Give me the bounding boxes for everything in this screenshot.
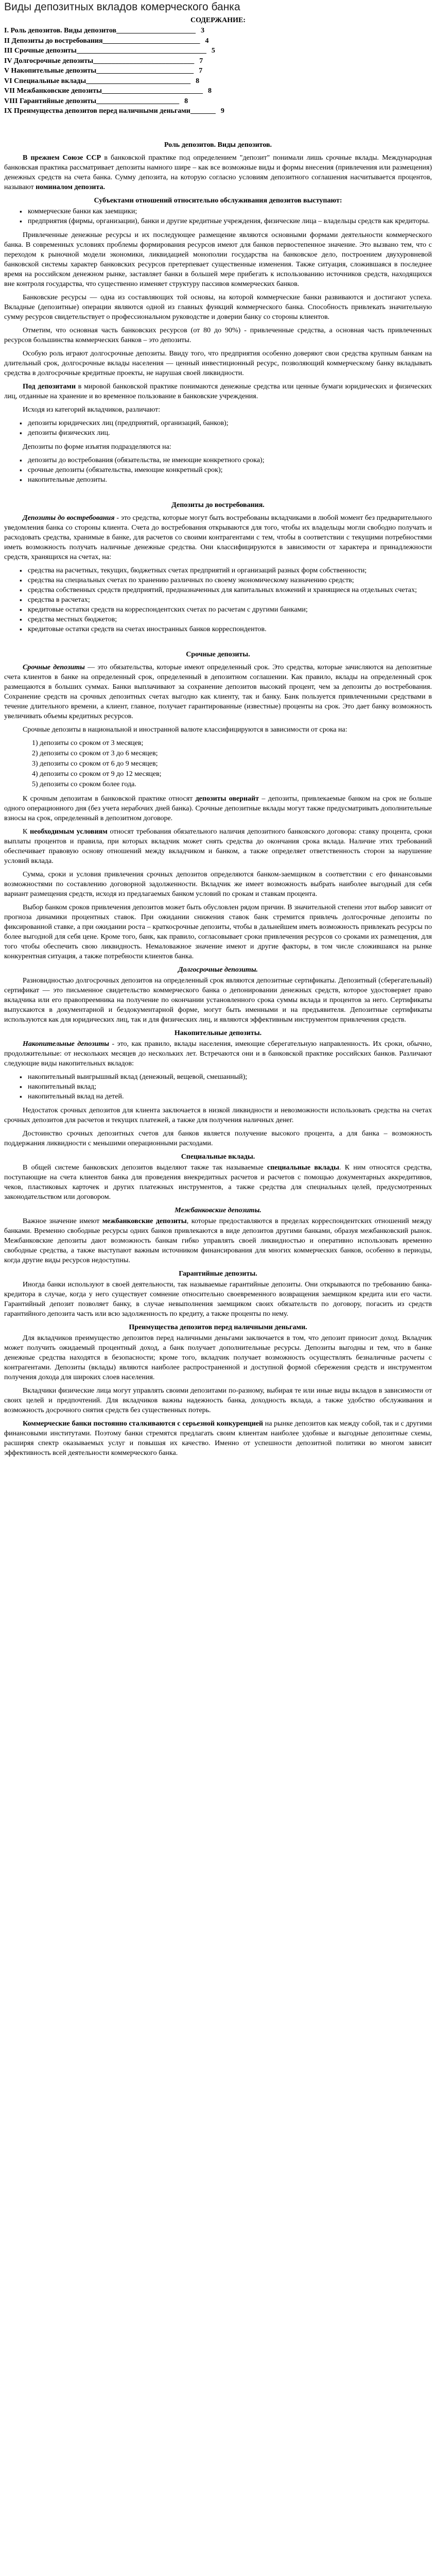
toc-item[interactable]: IX Преимущества депозитов перед наличными деньгами_______ 9 bbox=[4, 107, 224, 115]
toc-item[interactable]: VIII Гарантийные депозиты_______________________ 8 bbox=[4, 97, 188, 105]
paragraph: Сумма, сроки и условия привлечения срочных депозитов определяются банком-заемщиком в соответствии с его финансовыми возможностями по составлению договорной задолженности. Вкладчик же имеет возможность выбрать наиболее выгодный для себя вариант размещения средств, исходя из предлагаемых банком условий по срокам и ставкам процента. bbox=[4, 870, 432, 898]
paragraph: В общей системе банковских депозитов выделяют также так называемые специальные вклады. К ним относятся средства, поступающие на счета клиентов банка для проведения внекредитных расчетов и расчетов с помощью документарных аккредитивов, чеков, пластиковых карточек и других платежных инструментов, а также средства для специальных целей, предусмотренных законодательством или договором. bbox=[4, 1163, 432, 1201]
bullet-list bbox=[4, 455, 432, 485]
paragraph: Срочные депозиты — это обязательства, которые имеют определенный срок. Это средства, которые зачисляются на депозитные счета клиентов в банке на определенный срок, определенный в депозитном соглашении. Как правило, вклады на определенный срок размещаются в больших суммах. Банки выплачивают за сохранение депозитов высокий процент, чем за депозиты до востребования. Сохранение средств на срочных депозитных счетах выгодно как клиенту, так и банку. Банк пользуется привлеченными средствами в течение длительного времени, а клиент, главное, получает гарантированные (известные) проценты на срок. Это дает банку возможность увеличивать объемы кредитных ресурсов. bbox=[4, 663, 432, 720]
section-other-deposits bbox=[4, 1152, 432, 1458]
toc-heading: СОДЕРЖАНИЕ: bbox=[190, 16, 246, 25]
list-item: ▪ кредитовые остатки средств на счетах иностранных банков корреспондентов. bbox=[20, 624, 432, 634]
toc-item[interactable]: V Накопительные депозиты___________________________ 7 bbox=[4, 67, 203, 75]
list-item: 1) депозиты со сроком от 3 месяцев; bbox=[32, 739, 144, 747]
bullet-list bbox=[4, 207, 432, 226]
list-item: 5) депозиты со сроком более года. bbox=[32, 780, 136, 788]
bullet-list bbox=[4, 1072, 432, 1101]
list-item: ▪ депозиты юридических лиц (предприятий, организаций, банков); bbox=[20, 418, 432, 428]
paragraph: Вкладчики физические лица могут управлять своими депозитами по-разному, выбирая те или иные виды вкладов в зависимости от своих целей и предпочтений. Для вкладчиков важны надежность банка, доходность вклада, а также удобство обслуживания и возможность досрочного снятия средств без существенных потерь. bbox=[4, 1386, 432, 1414]
list-item: ▪ средства в расчетах; bbox=[20, 595, 432, 605]
section-role-of-deposits bbox=[4, 140, 432, 485]
list-item: ▪ коммерческие банки как заемщики; bbox=[20, 207, 432, 216]
paragraph: Достоинство срочных депозитных счетов для банков является получение высокого процента, а для банка – возможность поддержания ликвидности с меньшими операционными расходами. bbox=[4, 1129, 432, 1147]
list-item: ▪ депозиты до востребования (обязательства, не имеющие конкретного срока); bbox=[20, 455, 432, 465]
section-heading: Депозиты до востребования. bbox=[171, 501, 265, 509]
list-item: ▪ средства местных бюджетов; bbox=[20, 615, 432, 624]
list-item: ▪ накопительные депозиты. bbox=[20, 475, 432, 485]
section-demand-deposits bbox=[4, 500, 432, 634]
subheading: Межбанковские депозиты. bbox=[175, 1206, 261, 1214]
paragraph: Исходя из категорий вкладчиков, различают: bbox=[23, 405, 161, 414]
section-heading: Роль депозитов. Виды депозитов. bbox=[164, 141, 272, 149]
list-item: ▪ средства на расчетных, текущих, бюджетных счетах предприятий и организаций разных форм собственности; bbox=[20, 566, 432, 575]
bullet-list bbox=[4, 566, 432, 634]
paragraph: Банковские ресурсы — одна из составляющих той основы, на которой коммерческие банки развиваются и достигают успеха. Вкладные (депозитные) операции являются одной из главных функций коммерческого банка. Способность привлекать значительную сумму ресурсов свидетельствует о профессиональном руководстве и доверии банку со стороны клиентов. bbox=[4, 293, 432, 321]
list-item: ▪ накопительный выигрышный вклад (денежный, вещевой, смешанный); bbox=[20, 1072, 432, 1082]
list-item: ▪ предприятия (фирмы, организации), банки и другие кредитные учреждения, физические лица – владельцы средств как кредиторы. bbox=[20, 216, 432, 226]
list-item: ▪ средства на специальных счетах по хранению различных по своему экономическому назначению средств; bbox=[20, 575, 432, 585]
list-item: ▪ накопительный вклад на детей. bbox=[20, 1092, 432, 1101]
list-item: ▪ срочные депозиты (обязательства, имеющие конкретный срок); bbox=[20, 465, 432, 475]
paragraph: Депозиты по форме изъятия подразделяются на: bbox=[23, 443, 171, 451]
list-item: 3) депозиты со сроком от 6 до 9 месяцев; bbox=[32, 759, 158, 768]
paragraph: Под депозитами в мировой банковской практике понимаются денежные средства или ценные бумаги юридических и физических лиц, отданные на хранение и во временное пользование в банковские учреждения. bbox=[4, 382, 432, 400]
toc-item[interactable]: IV Долгосрочные депозиты____________________________ 7 bbox=[4, 57, 203, 65]
paragraph: Разновидностью долгосрочных депозитов на определенный срок являются депозитные сертификаты. Депозитный (сберегательный) сертификат — это письменное свидетельство коммерческого банка о депонировании денежных средств, которое удостоверяет право вкладчика или его правопреемника на получение по окончании установленного срока суммы вклада и процентов за него. Сертификаты выпускаются в документарной и бездокументарной форме, могут быть именными и на предъявителя. Депозитные сертификаты используются как для юридических лиц, так и для физических лиц, и являются эффективным инструментом привлечения средств. bbox=[4, 976, 432, 1024]
numbered-list bbox=[4, 738, 432, 790]
paragraph: Накопительные депозиты - это, как правило, вклады населения, имеющие сберегательную направленность. Их сроки, обычно, продолжительные: от нескольких месяцев до нескольких лет. Встречаются они и в банковской практике российских банков. Различают следующие виды накопительных вкладов: bbox=[4, 1040, 432, 1067]
page-title: Виды депозитных вкладов комерческого банка bbox=[4, 1, 240, 13]
toc-item[interactable]: VI Специальные вклады_____________________________ 8 bbox=[4, 77, 200, 85]
paragraph: В прежнем Союзе ССР в банковской практике под определением "депозит" понимали лишь срочные вклады. Международная банковская практика рассматривает депозиты намного шире – как все возможные виды и формы внесения (привлечения или размещения) денежных средств на счета банка. Сумму депозита, на которую согласно условиям депозитного соглашения насчитывается процентов, называют номиналом депозита. bbox=[4, 154, 432, 191]
paragraph: Важное значение имеют межбанковские депозиты, которые предоставляются в пределах корреспондентских отношений между банками. Временно свободные ресурсы одних банков привлекаются в виде депозитов другими банками, образуя межбанковский рынок. Межбанковские депозиты дают возможность банкам гибко управлять своей ликвидностью и оперативно использовать временно свободные средства, а также выступают важным источником финансирования для многих коммерческих банков, особенно в периоды, когда другие виды ресурсов недоступны. bbox=[4, 1217, 432, 1264]
subheading: Субъектами отношений относительно обслуживания депозитов выступают: bbox=[94, 196, 342, 205]
paragraph: Особую роль играют долгосрочные депозиты. Ввиду того, что предприятия особенно доверяют свои средства крупным банкам на длительный срок, долгосрочные вклады населения — ценный инвестиционный ресурс, позволяющий коммерческому банку вкладывать средства в долгосрочные кредитные проекты, не нарушая своей ликвидности. bbox=[4, 349, 432, 377]
paragraph: Привлеченные денежные ресурсы и их последующее размещение являются основными формами деятельности коммерческого банка. В современных условиях проблемы формирования ресурсов имеют для банков первостепенное значение. Это вызвано тем, что с переходом к рыночной модели экономики, ликвидацией монополии государства на банковское дело, построением двухуровневой банковской системы характер банковских ресурсов претерпевает существенные изменения. Также ситуация, сложившаяся в последнее время на российском денежном рынке, заставляет банки в большей мере прибегать к использованию источников средств, находящихся вне контроля государства, что существенно изменяет структуру пассивов коммерческих банков. bbox=[4, 231, 432, 288]
toc-item[interactable]: VII Межбанковские депозиты____________________________ 8 bbox=[4, 87, 212, 95]
subheading: Преимущества депозитов перед наличными деньгами. bbox=[129, 1323, 307, 1331]
subheading: Долгосрочные депозиты. bbox=[178, 965, 258, 974]
paragraph: Выбор банком сроков привлечения депозитов может быть обусловлен рядом причин. В значительной степени этот выбор зависит от прогноза динамики процентных ставок. При ожидании снижения ставок банк стремится привлечь долгосрочные депозиты по фиксированной ставке, а при ожидании роста – краткосрочные депозиты, чтобы в дальнейшем иметь возможность привлекать ресурсы по более выгодной для себя цене. Кроме того, банк, как правило, согласовывает сроки привлечения ресурсов со сроками их размещения, для того чтобы обеспечить свою ликвидность. Немаловажное значение имеют и другие факторы, в том числе сложившаяся на рынке конкурентная ситуация, а также потребности клиентов банка. bbox=[4, 903, 432, 960]
subheading: Гарантийные депозиты. bbox=[179, 1269, 257, 1278]
paragraph: Срочные депозиты в национальной и иностранной валюте классифицируются в зависимости от срока на: bbox=[23, 725, 347, 734]
toc-item[interactable]: II Депозиты до востребования___________________________ 4 bbox=[4, 37, 209, 45]
paragraph: Недостаток срочных депозитов для клиента заключается в низкой ликвидности и невозможности использовать средства на счетах срочных депозитов для расчетов и текущих платежей, а также для получения наличных денег. bbox=[4, 1106, 432, 1124]
table-of-contents bbox=[4, 26, 432, 116]
paragraph: Для вкладчиков преимущество депозитов перед наличными деньгами заключается в том, что депозит приносит доход. Вкладчик может получить ожидаемый процентный доход, а банк получает дополнительные ресурсы. Депозиты выгодны и тем, что в банке денежные средства находятся в безопасности; кроме того, вкладчик получает возможность осуществлять безналичные расчеты с контрагентами. Депозиты (вклады) являются наиболее распространенной и доступной формой сбережения средств и инструментом получения дохода для широких слоев населения. bbox=[4, 1334, 432, 1381]
list-item: ▪ средства собственных средств предприятий, предназначенных для капитальных вложений и хранящиеся на отдельных счетах; bbox=[20, 585, 432, 595]
paragraph: Коммерческие банки постоянно сталкиваются с серьезной конкуренцией на рынке депозитов как между собой, так и с другими финансовыми институтами. Поэтому банки стремятся предлагать своим клиентам наиболее удобные и выгодные депозитные схемы, расширяя спектр оказываемых услуг и повышая их качество. Именно от успешности депозитной политики во многом зависит эффективность всей деятельности коммерческого банка. bbox=[4, 1419, 432, 1457]
section-heading: Срочные депозиты. bbox=[186, 650, 250, 658]
list-item: ▪ кредитовые остатки средств на корреспондентских счетах по расчетам с другими банками; bbox=[20, 605, 432, 615]
subheading: Специальные вклады. bbox=[181, 1153, 255, 1161]
list-item: ▪ депозиты физических лиц. bbox=[20, 428, 432, 438]
toc-item[interactable]: III Срочные депозиты____________________________________ 5 bbox=[4, 47, 215, 55]
paragraph: К срочным депозитам в банковской практике относят депозиты овернайт – депозиты, привлекаемые банком на срок не больше одного операционного дня (без учета нерабочих дней банка). Срочные депозитные вклады могут также предусматривать дополнительные взносы на срок, определенный в депозитном договоре. bbox=[4, 794, 432, 822]
section-term-deposits bbox=[4, 650, 432, 1148]
list-item: 4) депозиты со сроком от 9 до 12 месяцев; bbox=[32, 770, 162, 778]
paragraph: К необходимым условиям относят требования обязательного наличия депозитного банковского договора: ставку процента, сроки выплаты процентов и правила, при которых вкладчик может снять средства до окончания срока вклада. Наличие этих требований обеспечивает правовую основу отношений между вкладчиком и банком, а также определяет ответственность сторон за нарушение условий вклада. bbox=[4, 827, 432, 865]
toc-item[interactable]: I. Роль депозитов. Виды депозитов______________________ 3 bbox=[4, 27, 205, 35]
bullet-list bbox=[4, 418, 432, 438]
list-item: ▪ накопительный вклад; bbox=[20, 1082, 432, 1092]
list-item: 2) депозиты со сроком от 3 до 6 месяцев; bbox=[32, 749, 158, 757]
subheading: Накопительные депозиты. bbox=[174, 1029, 262, 1037]
paragraph: Иногда банки используют в своей деятельности, так называемые гарантийные депозиты. Они открываются по требованию банка-кредитора в случае, когда у него существует сомнение относительно своевременного возвращения заемщиком кредита или его части. Гарантийный депозит позволяет банку, в случае невыполнения заемщиком своих обязательств по договору, погасить из средств гарантийного депозита часть или всю задолженность по кредиту, а также проценты по нему. bbox=[4, 1280, 432, 1318]
paragraph: Депозиты до востребования - это средства, которые могут быть востребованы вкладчиками в любой момент без предварительного уведомления банка со стороны клиента. Счета до востребования открываются для того, чтобы их владельцы могли свободно получать и расходовать средства, хранимые в банке, для расчетов со своими контрагентами с тем, чтобы в соответствии с текущими потребностями иметь возможность получать наличные денежные средства. Они классифицируются в зависимости от характера и принадлежности средств, хранящихся на счетах, на: bbox=[4, 514, 432, 561]
paragraph: Отметим, что основная часть банковских ресурсов (от 80 до 90%) - привлеченные средства, а основная часть привлеченных ресурсов большинства коммерческих банков – это депозиты. bbox=[4, 326, 432, 344]
